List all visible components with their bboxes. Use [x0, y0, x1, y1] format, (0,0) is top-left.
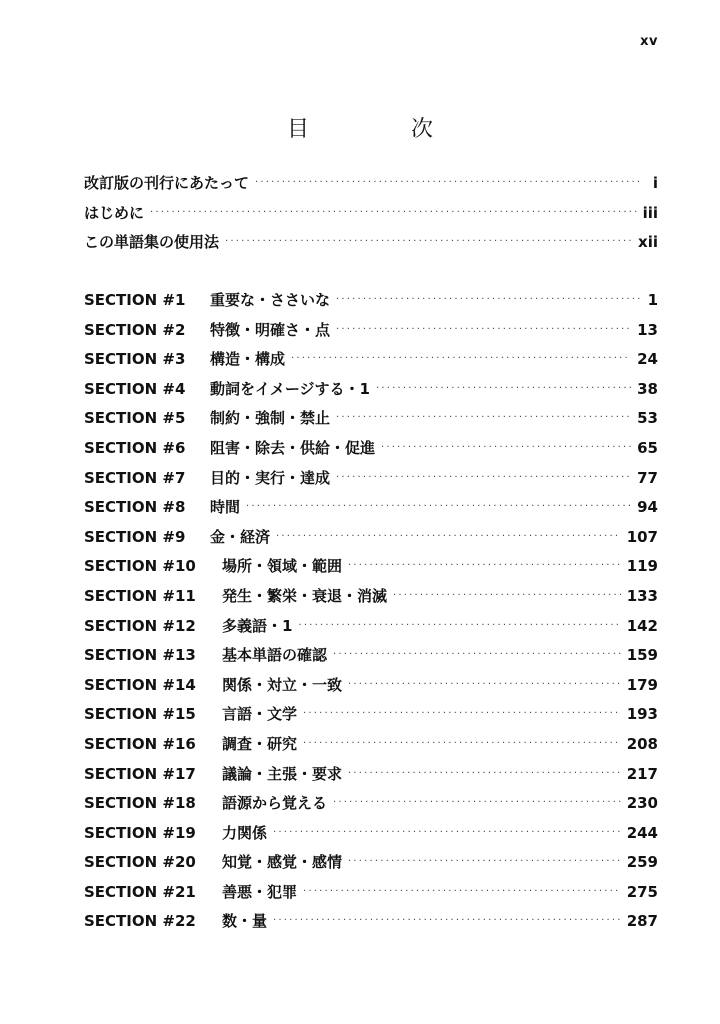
section-label: SECTION #8: [84, 498, 186, 517]
entry-title: 基本単語の確認: [222, 646, 328, 665]
entry-page: 159: [626, 646, 658, 665]
dot-leader: [303, 738, 621, 749]
section-label: SECTION #5: [84, 409, 186, 428]
entry-page: 179: [626, 675, 658, 694]
dot-leader: [303, 708, 621, 719]
toc-entry[interactable]: [84, 319, 658, 349]
entry-title: 場所・領域・範囲: [222, 557, 343, 576]
section-label: SECTION #14: [84, 675, 196, 694]
toc-entry[interactable]: [84, 289, 658, 319]
toc-entry[interactable]: [84, 674, 658, 704]
toc-entry[interactable]: [84, 526, 658, 556]
section-label: SECTION #15: [84, 705, 196, 724]
section-label: SECTION #21: [84, 882, 196, 901]
toc-entry[interactable]: [84, 407, 658, 437]
toc-entry[interactable]: [84, 792, 658, 822]
section-label: SECTION #22: [84, 912, 196, 931]
entry-page: 94: [637, 498, 658, 517]
dot-leader: [150, 207, 637, 218]
entry-title: 多義語・1: [222, 616, 293, 635]
entry-page: xii: [638, 233, 658, 251]
entry-page: 193: [626, 705, 658, 724]
entry-page: 230: [626, 794, 658, 813]
section-list: [84, 289, 658, 940]
entry-page: 208: [626, 734, 658, 753]
toc-entry[interactable]: [84, 615, 658, 645]
entry-title: 関係・対立・一致: [222, 675, 343, 694]
entry-page: 119: [626, 557, 658, 576]
entry-title: 知覚・感覚・感情: [222, 853, 343, 872]
section-label: SECTION #17: [84, 764, 196, 783]
dot-leader: [348, 560, 621, 571]
section-label: SECTION #9: [84, 527, 186, 546]
entry-page: iii: [642, 203, 658, 222]
entry-page: 65: [637, 438, 658, 457]
entry-title: 調査・研究: [222, 734, 298, 753]
dot-leader: [303, 886, 621, 897]
section-label: SECTION #7: [84, 468, 186, 487]
toc-entry[interactable]: [84, 496, 658, 526]
entry-title: 善悪・犯罪: [222, 882, 298, 901]
section-label: SECTION #19: [84, 823, 196, 842]
dot-leader: [336, 324, 631, 335]
entry-page: 53: [637, 409, 658, 428]
entry-title: 時間: [210, 498, 241, 517]
entry-title: はじめに: [84, 203, 145, 222]
page-number: xv: [640, 34, 658, 49]
dot-leader: [348, 768, 621, 779]
section-label: SECTION #2: [84, 320, 186, 339]
toc-entry[interactable]: [84, 437, 658, 467]
toc-entry[interactable]: [84, 172, 658, 202]
dot-leader: [376, 383, 631, 394]
toc-entry[interactable]: [84, 202, 658, 232]
toc-entry[interactable]: [84, 348, 658, 378]
dot-leader: [333, 797, 621, 808]
entry-title: 数・量: [222, 912, 268, 931]
toc-entry[interactable]: [84, 555, 658, 585]
section-label: SECTION #1: [84, 291, 186, 309]
toc-entry[interactable]: [84, 703, 658, 733]
entry-page: 133: [626, 586, 658, 605]
toc-entry[interactable]: [84, 467, 658, 497]
dot-leader: [225, 236, 632, 247]
entry-title: 特徴・明確さ・点: [210, 320, 331, 339]
entry-title: 目的・実行・達成: [210, 468, 331, 487]
entry-page: 259: [626, 853, 658, 872]
entry-title: 阻害・除去・供給・促進: [210, 438, 376, 457]
entry-title: 制約・強制・禁止: [210, 409, 331, 428]
dot-leader: [273, 827, 621, 838]
section-label: SECTION #20: [84, 853, 196, 872]
dot-leader: [348, 679, 621, 690]
section-label: SECTION #18: [84, 794, 196, 813]
entry-page: 287: [626, 912, 658, 931]
dot-leader: [291, 353, 631, 364]
dot-leader: [255, 177, 642, 188]
entry-page: i: [652, 174, 658, 192]
entry-title: この単語集の使用法: [84, 233, 220, 251]
entry-title: 構造・構成: [210, 350, 286, 369]
page-title: 目 次: [286, 117, 473, 142]
section-label: SECTION #11: [84, 586, 196, 605]
section-label: SECTION #3: [84, 350, 186, 369]
dot-leader: [298, 620, 620, 631]
dot-leader: [336, 472, 631, 483]
section-label: SECTION #12: [84, 616, 196, 635]
dot-leader: [246, 501, 631, 512]
entry-title: 金・経済: [210, 527, 271, 546]
entry-title: 改訂版の刊行にあたって: [84, 174, 250, 192]
dot-leader: [276, 531, 621, 542]
dot-leader: [336, 294, 642, 305]
toc-entry[interactable]: [84, 733, 658, 763]
dot-leader: [273, 915, 621, 926]
entry-page: 24: [637, 350, 658, 369]
entry-title: 言語・文学: [222, 705, 298, 724]
dot-leader: [336, 412, 631, 423]
dot-leader: [393, 590, 621, 601]
entry-page: 107: [626, 527, 658, 546]
dot-leader: [381, 442, 631, 453]
toc-entry[interactable]: [84, 644, 658, 674]
toc-entry[interactable]: [84, 851, 658, 881]
toc-entry[interactable]: [84, 910, 658, 940]
entry-page: 1: [647, 291, 658, 309]
entry-title: 議論・主張・要求: [222, 764, 343, 783]
dot-leader: [333, 649, 621, 660]
entry-title: 発生・繁栄・衰退・消滅: [222, 586, 388, 605]
entry-page: 275: [626, 882, 658, 901]
entry-title: 語源から覚える: [222, 794, 328, 813]
entry-page: 38: [637, 379, 658, 398]
toc-entry[interactable]: [84, 881, 658, 911]
toc-entry[interactable]: [84, 822, 658, 852]
section-label: SECTION #6: [84, 438, 186, 457]
toc-entry[interactable]: [84, 231, 658, 261]
section-label: SECTION #4: [84, 379, 186, 398]
entry-page: 244: [626, 823, 658, 842]
entry-title: 動詞をイメージする・1: [210, 379, 370, 398]
entry-page: 13: [637, 320, 658, 339]
toc-entry[interactable]: [84, 763, 658, 793]
dot-leader: [348, 856, 621, 867]
entry-page: 142: [626, 616, 658, 635]
section-label: SECTION #13: [84, 646, 196, 665]
entry-page: 77: [637, 468, 658, 487]
toc-entry[interactable]: [84, 378, 658, 408]
toc-entry[interactable]: [84, 585, 658, 615]
section-label: SECTION #16: [84, 734, 196, 753]
entry-page: 217: [626, 764, 658, 783]
front-matter-list: [84, 172, 658, 261]
section-label: SECTION #10: [84, 557, 196, 576]
entry-title: 重要な・ささいな: [210, 291, 331, 309]
entry-title: 力関係: [222, 823, 268, 842]
